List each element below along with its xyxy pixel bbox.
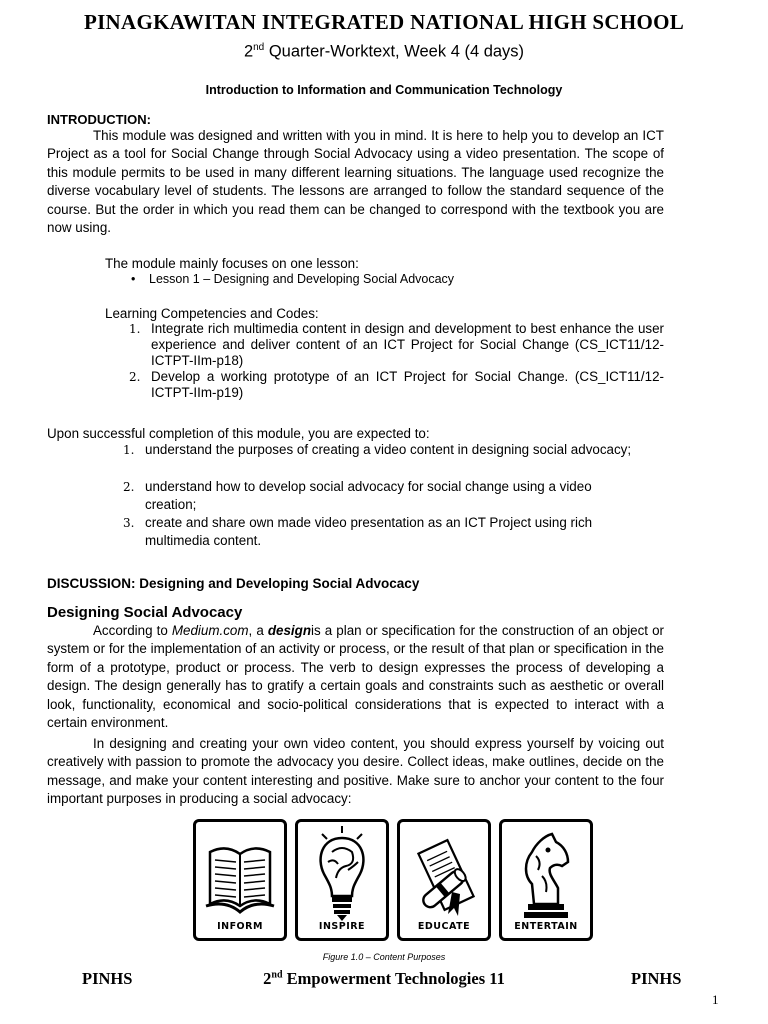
subject-title: Introduction to Information and Communication Technology [205, 83, 563, 97]
lesson-bullet: • Lesson 1 – Designing and Developing Social Advocacy [131, 272, 455, 286]
card-label: ENTERTAIN [514, 921, 578, 932]
discussion-heading: DISCUSSION: Designing and Developing Social Advocacy [47, 576, 420, 591]
page-number: 1 [712, 992, 719, 1007]
card-entertain [499, 819, 593, 941]
competencies-heading: Learning Competencies and Codes: [105, 306, 319, 321]
creating-paragraph: In designing and creating your own video content, you should express yourself by voicing out creatively with passion to promote the advocacy you desire. Collect ideas, make outlines, decide on the message, and make your content interesting and positive. Make sure to anchor your content to the four important purposes in producing a social advocacy: [47, 736, 664, 807]
competency-item: 1. Integrate rich multimedia content in design and development to best enhance the user experience and deliver content of an ICT Project for Social Change (CS_ICT11/12-ICTPT-IIm-p18) [129, 321, 664, 368]
objective-item: 2. understand how to develop social advocacy for social change using a video creation; [123, 479, 592, 512]
objective-item: 3. create and share own made video presentation as an ICT Project using rich multimedia content. [123, 515, 593, 548]
card-educate [397, 819, 491, 941]
design-subheading: Designing Social Advocacy [47, 604, 243, 621]
card-label: EDUCATE [417, 921, 471, 932]
design-paragraph: According to Medium.com, a designis a plan or specification for the construction of an object or system or for the implementation of an activity or process, or the result of that plan or specification in the form of a prototype, product or process. The verb to design expresses the process of developing a design. The design generally has to gratify a certain goals and constraints such as aesthetic or overall look, functionality, economical and socio-political considerations that is expected to interact with a certain environment. [47, 623, 665, 731]
school-name: PINAGKAWITAN INTEGRATED NATIONAL HIGH SCHOOL [83, 10, 685, 34]
figure-caption: Figure 1.0 – Content Purposes [322, 952, 446, 962]
competency-item: 2. Develop a working prototype of an ICT Project for Social Change. (CS_ICT11/12-ICTPT-IIm-p19) [129, 369, 664, 400]
footer-right: PINHS [631, 969, 682, 988]
content-purposes-figure [193, 819, 599, 943]
objective-item: 1. understand the purposes of creating a video content in designing social advocacy; [123, 442, 632, 457]
bullet-icon: • [131, 272, 136, 286]
card-inspire [295, 819, 389, 941]
introduction-heading: INTRODUCTION: [47, 112, 151, 127]
quarter-title: 2nd Quarter-Worktext, Week 4 (4 days) [243, 42, 525, 61]
footer-title: 2nd Empowerment Technologies 11 [263, 969, 505, 988]
footer-left: PINHS [82, 969, 133, 988]
card-inform [193, 819, 287, 941]
focus-line: The module mainly focuses on one lesson: [105, 256, 359, 271]
introduction-paragraph: This module was designed and written with you in mind. It is here to help you to develop an ICT Project as a tool for Social Change through Social Advocacy using a video presentation. The scope of this module permits to be used in many different learning situations. The language used recognize the diverse vocabulary level of students. The lessons are arranged to follow the standard sequence of the course. But the order in which you read them can be changed to correspond with the textbook you are now using. [47, 128, 664, 236]
card-label: INSPIRE [318, 921, 366, 932]
objectives-intro: Upon successful completion of this module, you are expected to: [47, 426, 430, 441]
card-label: INFORM [217, 921, 263, 932]
